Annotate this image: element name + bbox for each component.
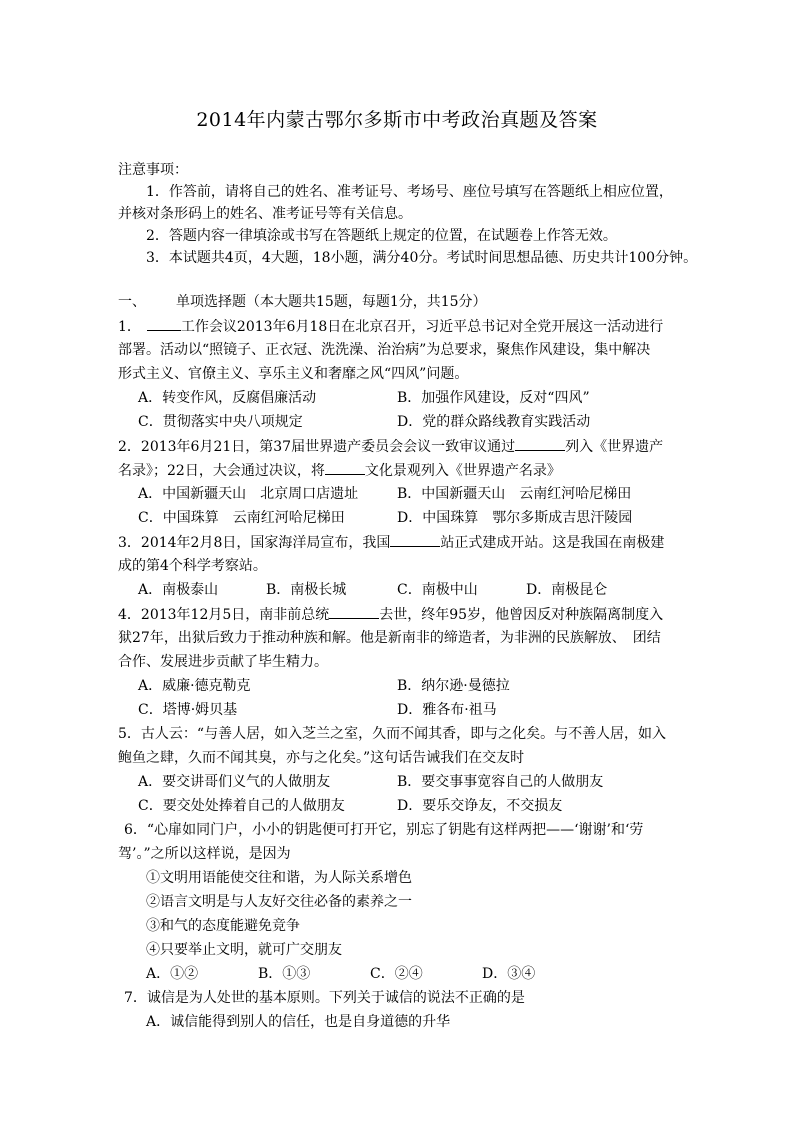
section-number: 一、 (118, 294, 146, 310)
question-5-stem-line-2: 鲍鱼之肆，久而不闻其臭，亦与之化矣。”这句话告诫我们在交友时 (118, 750, 525, 766)
question-2-stem-text-3: 名录》；22日，大会通过决议，将 (118, 463, 325, 479)
question-1-option-b: B．加强作风建设，反对“四风” (397, 390, 590, 406)
question-5-option-d: D．要乐交诤友，不交损友 (397, 798, 563, 814)
question-6-statement-2: ②语言文明是与人友好交往必备的素养之一 (146, 894, 412, 910)
question-6-option-b: B．①③ (258, 966, 311, 982)
question-2-option-c: C．中国珠算 云南红河哈尼梯田 (138, 510, 345, 526)
question-1-option-d: D．党的群众路线教育实践活动 (397, 414, 591, 430)
question-4-option-a: A．威廉·德克勒克 (138, 678, 251, 694)
answer-blank (329, 604, 379, 619)
question-1-stem-line-3: 形式主义、官僚主义、享乐主义和奢靡之风“四风”问题。 (118, 366, 469, 382)
notice-item-1-line-1: 1．作答前，请将自己的姓名、准考证号、考场号、座位号填写在答题纸上相应位置， (146, 184, 673, 200)
question-1-option-c: C．贯彻落实中央八项规定 (138, 414, 303, 430)
question-4-option-d: D．雅各布·祖马 (397, 702, 497, 718)
question-5-option-b: B．要交事事宽容自己的人做朋友 (397, 774, 604, 790)
question-2-option-a: A．中国新疆天山 北京周口店遗址 (138, 486, 359, 502)
question-5-option-c: C．要交处处捧着自己的人做朋友 (138, 798, 345, 814)
question-2-stem-text-4: 文化景观列入《世界遗产名录》 (364, 463, 561, 479)
page-title: 2014年内蒙古鄂尔多斯市中考政治真题及答案 (196, 109, 598, 131)
question-4-stem-text-1: 4．2013年12月5日，南非前总统 (118, 607, 330, 623)
question-2-stem-text-1: 2．2013年6月21日，第37届世界遗产委员会会议一致审议通过 (118, 439, 516, 455)
answer-blank (515, 436, 565, 451)
question-4-option-b: B．纳尔逊·曼德拉 (397, 678, 510, 694)
question-1-stem-text: 工作会议2013年6月18日在北京召开，习近平总书记对全党开展这一活动进行 (180, 319, 664, 335)
question-1-option-a: A．转变作风，反腐倡廉活动 (138, 390, 317, 406)
question-3-option-d: D．南极昆仑 (526, 582, 608, 598)
question-2-stem-line-2 (118, 460, 561, 481)
question-3-stem-text-1: 3．2014年2月8日，国家海洋局宣布，我国 (118, 535, 391, 551)
question-6-option-d: D．③④ (482, 966, 536, 982)
answer-blank (390, 532, 440, 547)
question-6-statement-1: ①文明用语能使交往和谐，为人际关系增色 (146, 870, 412, 886)
question-4-stem-line-2: 狱27年，出狱后致力于推动种族和解。他是新南非的缔造者，为非洲的民族解放、 团结 (118, 630, 661, 646)
question-3-stem-text-2: 站正式建成开站。这是我国在南极建 (440, 535, 665, 551)
answer-blank (147, 316, 181, 331)
question-4-stem-line-1 (118, 604, 663, 625)
question-1-number: 1． (118, 319, 141, 335)
answer-blank (325, 460, 365, 475)
question-3-stem-line-1 (118, 532, 664, 553)
question-1-stem-line-2: 部署。活动以“照镜子、正衣冠、洗洗澡、治治病”为总要求，聚焦作风建设，集中解决 (118, 342, 651, 358)
notice-item-3: 3．本试题共4页，4大题，18小题，满分40分。考试时间思想品德、历史共计100分钟。 (146, 250, 698, 266)
question-6-option-a: A．①② (146, 966, 199, 982)
question-4-option-c: C．塔博·姆贝基 (138, 702, 238, 718)
question-3-option-a: A．南极泰山 (138, 582, 219, 598)
notice-heading: 注意事项： (118, 162, 188, 178)
question-5-option-a: A．要交讲哥们义气的人做朋友 (138, 774, 331, 790)
question-3-option-c: C．南极中山 (397, 582, 478, 598)
question-6-statement-3: ③和气的态度能避免竞争 (146, 918, 300, 934)
notice-item-2: 2．答题内容一律填涂或书写在答题纸上规定的位置，在试题卷上作答无效。 (146, 228, 617, 244)
question-3-stem-line-2: 成的第4个科学考察站。 (118, 558, 267, 574)
question-3-option-b: B．南极长城 (266, 582, 347, 598)
question-6-stem-line-1: 6．“心扉如同门户，小小的钥匙便可打开它，别忘了钥匙有这样两把——‘谢谢’和‘劳 (124, 822, 644, 838)
question-5-stem-line-1: 5．古人云：“与善人居，如入芝兰之室，久而不闻其香，即与之化矣。与不善人居，如入 (118, 726, 667, 742)
question-6-option-c: C．②④ (370, 966, 423, 982)
question-2-stem-text-2: 列入《世界遗产 (565, 439, 664, 455)
question-4-stem-line-3: 合作、发展进步贡献了毕生精力。 (118, 654, 328, 670)
question-6-stem-line-2: 驾’。”之所以这样说，是因为 (118, 846, 291, 862)
question-4-stem-text-2: 去世，终年95岁，他曾因反对种族隔离制度入 (379, 607, 664, 623)
question-2-option-d: D．中国珠算 鄂尔多斯成吉思汗陵园 (397, 510, 633, 526)
section-title: 单项选择题（本大题共15题，每题1分，共15分） (176, 294, 487, 310)
question-7-option-a: A．诚信能得到别人的信任，也是自身道德的升华 (146, 1014, 451, 1030)
notice-item-1-line-2: 并核对条形码上的姓名、准考证号等有关信息。 (118, 206, 412, 222)
question-1-stem-line-1 (118, 316, 663, 337)
question-2-option-b: B．中国新疆天山 云南红河哈尼梯田 (397, 486, 632, 502)
question-7-stem: 7．诚信是为人处世的基本原则。下列关于诚信的说法不正确的是 (124, 990, 525, 1006)
question-6-statement-4: ④只要举止文明，就可广交朋友 (146, 942, 342, 958)
question-2-stem-line-1 (118, 436, 663, 457)
